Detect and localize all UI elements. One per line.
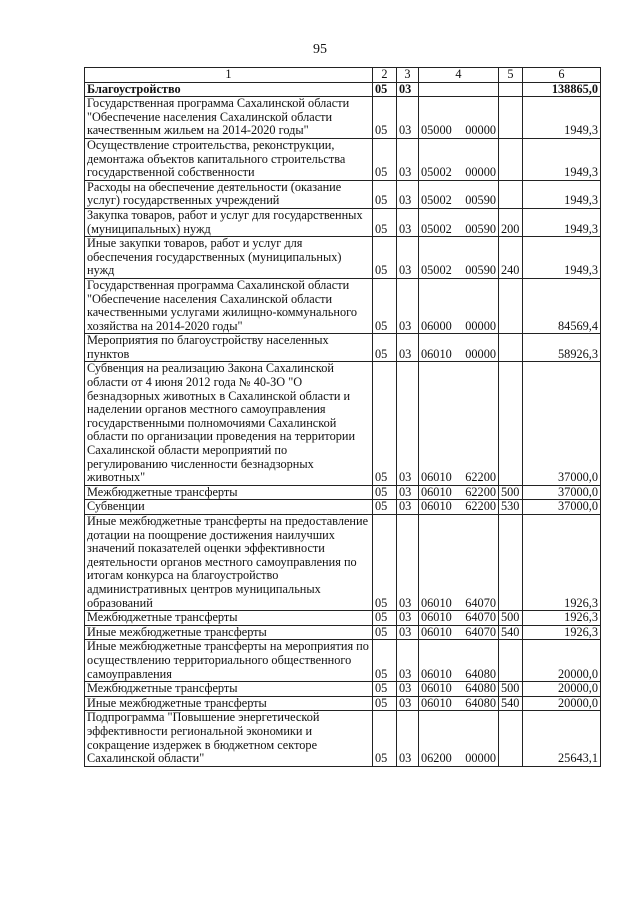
target-direction-code: 00590 [465,263,496,278]
target-article-code [421,264,496,278]
target-direction-code: 00000 [465,346,496,361]
row-amount: 37000,0 [523,362,601,485]
row-expense-type: 500 [499,682,523,697]
row-subsection-code: 03 [397,711,419,766]
row-section-code: 05 [373,611,397,626]
target-program-code: 05002 [421,193,452,208]
row-amount: 37000,0 [523,485,601,500]
page-number: 95 [313,42,327,57]
table-row [85,82,601,97]
target-article-code [421,500,496,514]
target-article-code [421,223,496,237]
row-section-code: 05 [373,711,397,766]
row-expense-type [499,334,523,362]
row-target-article [419,138,499,180]
row-section-code: 05 [373,682,397,697]
row-expense-type: 500 [499,611,523,626]
target-direction-code: 00000 [465,123,496,138]
target-article-code [421,752,496,766]
row-amount: 1926,3 [523,625,601,640]
row-expense-type [499,515,523,611]
row-description: Подпрограмма "Повышение энергетической эффективности региональной экономики и сокращение издержек в бюджетном секторе Сахалинской области" [85,711,373,766]
row-description: Иные межбюджетные трансферты на предоставление дотации на поощрение достижения наилучших значений показателей оценки эффективности деятельности органов местного самоуправления по итогам конкурса на благоустройство административных центров муниципальных образований [85,515,373,611]
row-target-article [419,237,499,279]
row-section-code: 05 [373,237,397,279]
row-expense-type [499,82,523,97]
row-section-code: 05 [373,362,397,485]
row-subsection-code: 03 [397,334,419,362]
target-article-code [421,320,496,334]
table-row [85,640,601,682]
header-col-6: 6 [523,68,601,83]
row-description: Закупка товаров, работ и услуг для государственных (муниципальных) нужд [85,208,373,236]
row-section-code: 05 [373,138,397,180]
row-expense-type: 540 [499,625,523,640]
target-program-code: 05002 [421,165,452,180]
row-expense-type: 500 [499,485,523,500]
row-target-article [419,180,499,208]
table-row [85,711,601,766]
row-subsection-code: 03 [397,625,419,640]
target-article-code [421,124,496,138]
table-row [85,278,601,333]
table-row [85,138,601,180]
row-target-article [419,711,499,766]
row-expense-type: 530 [499,500,523,515]
row-target-article [419,362,499,485]
row-target-article [419,640,499,682]
budget-table-body [85,68,601,767]
row-description: Государственная программа Сахалинской области "Обеспечение населения Сахалинской области качественными услугами жилищно-коммунального хозяйства на 2014-2020 годы" [85,278,373,333]
table-row [85,515,601,611]
target-article-code [421,697,496,711]
row-subsection-code: 03 [397,237,419,279]
row-target-article [419,611,499,626]
table-row [85,682,601,697]
target-article-code [421,611,496,625]
target-direction-code: 64070 [465,610,496,625]
target-article-code [421,668,496,682]
row-amount: 1949,3 [523,208,601,236]
row-target-article [419,278,499,333]
target-direction-code: 62200 [465,470,496,485]
row-section-code: 05 [373,640,397,682]
row-description: Иные закупки товаров, работ и услуг для обеспечения государственных (муниципальных) нужд [85,237,373,279]
header-col-1: 1 [85,68,373,83]
row-amount: 1926,3 [523,611,601,626]
row-target-article [419,485,499,500]
target-program-code: 05000 [421,123,452,138]
row-amount: 20000,0 [523,682,601,697]
target-program-code: 06010 [421,666,452,681]
target-direction-code: 64080 [465,666,496,681]
row-expense-type [499,97,523,139]
row-target-article [419,208,499,236]
target-direction-code: 62200 [465,485,496,499]
row-target-article [419,82,499,97]
table-header-row [85,68,601,83]
row-description: Субвенции [85,500,373,515]
row-description: Иные межбюджетные трансферты [85,696,373,711]
row-subsection-code: 03 [397,640,419,682]
target-program-code: 06010 [421,696,452,710]
row-section-code: 05 [373,180,397,208]
row-amount: 37000,0 [523,500,601,515]
target-direction-code: 00000 [465,318,496,333]
row-subsection-code: 03 [397,682,419,697]
row-amount: 84569,4 [523,278,601,333]
row-description: Межбюджетные трансферты [85,611,373,626]
target-program-code: 06000 [421,318,452,333]
row-expense-type [499,180,523,208]
header-col-2: 2 [373,68,397,83]
row-description: Межбюджетные трансферты [85,682,373,697]
row-section-code: 05 [373,82,397,97]
target-direction-code: 00590 [465,221,496,236]
target-program-code: 06010 [421,499,452,514]
row-amount: 1949,3 [523,138,601,180]
row-expense-type [499,640,523,682]
row-expense-type [499,711,523,766]
row-expense-type: 200 [499,208,523,236]
table-row [85,208,601,236]
row-amount: 1949,3 [523,97,601,139]
row-target-article [419,682,499,697]
target-direction-code: 00590 [465,193,496,208]
row-subsection-code: 03 [397,208,419,236]
header-col-3: 3 [397,68,419,83]
row-target-article [419,625,499,640]
row-target-article [419,334,499,362]
target-direction-code: 64080 [465,696,496,710]
target-program-code: 05002 [421,221,452,236]
row-expense-type: 540 [499,696,523,711]
row-subsection-code: 03 [397,278,419,333]
target-direction-code: 00000 [465,751,496,766]
target-program-code: 06010 [421,625,452,639]
row-expense-type: 240 [499,237,523,279]
row-amount: 25643,1 [523,711,601,766]
table-row [85,500,601,515]
target-program-code: 06010 [421,681,452,696]
row-subsection-code: 03 [397,696,419,711]
row-amount: 58926,3 [523,334,601,362]
table-row [85,625,601,640]
row-amount: 20000,0 [523,696,601,711]
target-direction-code: 64080 [465,681,496,696]
row-expense-type [499,362,523,485]
row-description: Мероприятия по благоустройству населенных пунктов [85,334,373,362]
row-subsection-code: 03 [397,500,419,515]
row-amount: 138865,0 [523,82,601,97]
row-subsection-code: 03 [397,515,419,611]
table-row [85,334,601,362]
target-article-code [421,194,496,208]
row-section-code: 05 [373,500,397,515]
row-subsection-code: 03 [397,97,419,139]
row-section-code: 05 [373,485,397,500]
row-subsection-code: 03 [397,485,419,500]
row-amount: 1949,3 [523,237,601,279]
row-target-article [419,500,499,515]
row-expense-type [499,138,523,180]
row-amount: 1926,3 [523,515,601,611]
row-section-code: 05 [373,97,397,139]
row-subsection-code: 03 [397,138,419,180]
target-article-code [421,597,496,611]
table-row [85,237,601,279]
row-description: Государственная программа Сахалинской области "Обеспечение населения Сахалинской области качественным жильем на 2014-2020 годы" [85,97,373,139]
target-article-code [421,471,496,485]
row-description: Иные межбюджетные трансферты на мероприятия по осуществлению территориального общественного самоуправления [85,640,373,682]
target-article-code [421,682,496,696]
target-program-code: 06010 [421,470,452,485]
target-program-code: 05002 [421,263,452,278]
row-description: Благоустройство [85,82,373,97]
row-subsection-code: 03 [397,611,419,626]
header-col-5: 5 [499,68,523,83]
row-section-code: 05 [373,625,397,640]
target-article-code [421,626,496,640]
header-col-4: 4 [419,68,499,83]
row-subsection-code: 03 [397,180,419,208]
target-direction-code: 62200 [465,499,496,514]
target-program-code: 06200 [421,751,452,766]
target-direction-code: 64070 [465,595,496,610]
target-article-code [421,166,496,180]
row-expense-type [499,278,523,333]
row-section-code: 05 [373,696,397,711]
row-section-code: 05 [373,515,397,611]
table-row [85,180,601,208]
row-section-code: 05 [373,278,397,333]
row-amount: 20000,0 [523,640,601,682]
row-target-article [419,515,499,611]
target-program-code: 06010 [421,485,452,499]
target-direction-code: 64070 [465,625,496,639]
target-article-code [421,348,496,362]
target-article-code [421,486,496,500]
row-description: Межбюджетные трансферты [85,485,373,500]
row-target-article [419,696,499,711]
target-program-code: 06010 [421,346,452,361]
table-row [85,696,601,711]
row-description: Субвенция на реализацию Закона Сахалинской области от 4 июня 2012 года № 40-ЗО "О безнадзорных животных в Сахалинской области и наделении органов местного самоуправления государственными полномочиями Сахалинской области по организации проведения на территории Сахалинской области мероприятий по регулированию численности безнадзорных животных" [85,362,373,485]
row-section-code: 05 [373,208,397,236]
target-program-code: 06010 [421,610,452,625]
row-subsection-code: 03 [397,82,419,97]
row-subsection-code: 03 [397,362,419,485]
target-direction-code: 00000 [465,165,496,180]
row-target-article [419,97,499,139]
table-row [85,362,601,485]
table-row [85,611,601,626]
row-description: Иные межбюджетные трансферты [85,625,373,640]
row-description: Осуществление строительства, реконструкции, демонтажа объектов капитального строительства государственной собственности [85,138,373,180]
row-description: Расходы на обеспечение деятельности (оказание услуг) государственных учреждений [85,180,373,208]
row-amount: 1949,3 [523,180,601,208]
target-program-code: 06010 [421,595,452,610]
table-row [85,97,601,139]
table-row [85,485,601,500]
budget-table [84,67,601,767]
row-section-code: 05 [373,334,397,362]
